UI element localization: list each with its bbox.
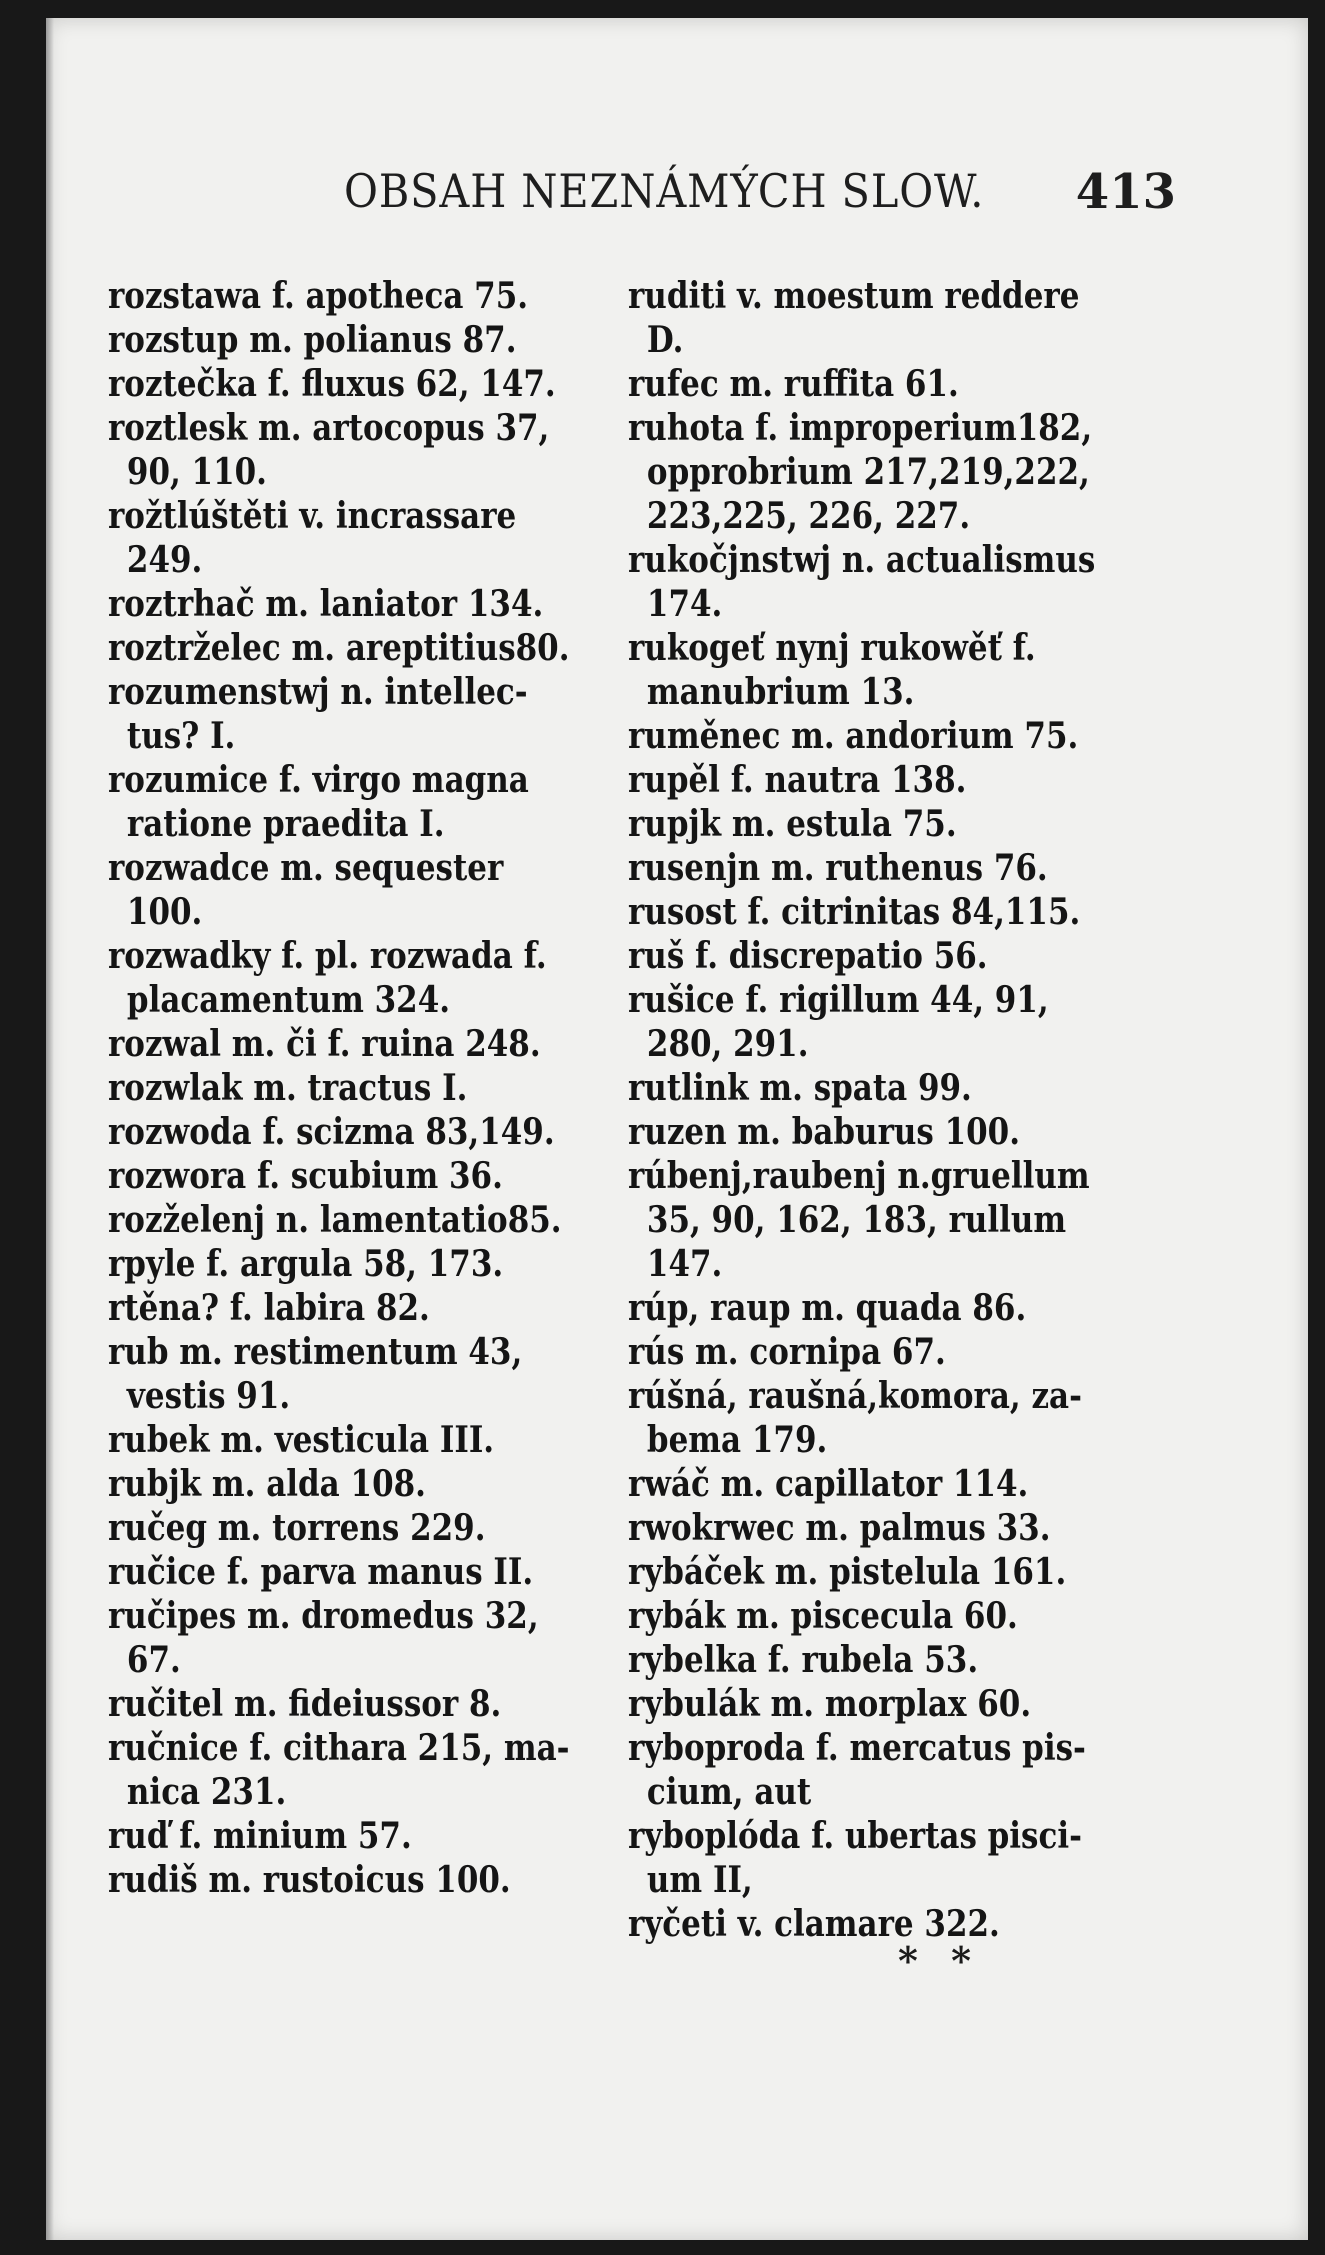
index-entry-line: rús m. cornipa 67. (628, 1331, 946, 1373)
index-entry-line: rwáč m. capillator 114. (628, 1463, 1029, 1505)
index-entry-line: rybák m. piscecula 60. (628, 1595, 1018, 1637)
index-entry-line: manubrium 13. (646, 671, 915, 713)
index-entry-line: rozwlak m. tractus I. (108, 1067, 468, 1109)
index-entry-line: ručipes m. dromedus 32, (108, 1595, 539, 1637)
index-entry-line: rusenjn m. ruthenus 76. (628, 847, 1048, 889)
index-entry-line: vestis 91. (126, 1375, 291, 1417)
index-entry-line: rukogeť nynj rukowěť f. (628, 627, 1036, 669)
index-entry-line: roztrželec m. areptitius80. (108, 627, 570, 669)
index-entry-line: ručeg m. torrens 229. (108, 1507, 486, 1549)
footer-asterisks: * * (898, 1938, 981, 1983)
index-entry-line: rutlink m. spata 99. (628, 1067, 972, 1109)
index-entry-line: rtěna? f. labira 82. (108, 1287, 430, 1329)
index-entry-line: rufec m. ruffita 61. (628, 363, 959, 405)
index-entry-line: rúp, raup m. quada 86. (628, 1287, 1027, 1329)
index-entry-line: rybáček m. pistelula 161. (628, 1551, 1067, 1593)
index-entry-line: rozumenstwj n. intellec- (108, 671, 528, 713)
index-entry-line: rudiš m. rustoicus 100. (108, 1859, 511, 1901)
index-entry-line: rybelka f. rubela 53. (628, 1639, 979, 1681)
index-entry-line: ručnice f. cithara 215, ma- (108, 1727, 570, 1769)
index-entry-line: rozwadce m. sequester (108, 847, 504, 889)
index-entry-line: ruď f. minium 57. (108, 1815, 412, 1857)
index-entry-line: 67. (126, 1639, 181, 1681)
index-entry-line: 249. (126, 539, 203, 581)
index-entry-line: rúšná, raušná,komora, za- (628, 1375, 1082, 1417)
index-entry-line: ryboproda f. mercatus pis- (628, 1727, 1086, 1769)
index-entry-line: ručice f. parva manus II. (108, 1551, 534, 1593)
index-entry-line: tus? I. (126, 715, 236, 757)
index-entry-line: 147. (646, 1243, 723, 1285)
index-entry-line: rupěl f. nautra 138. (628, 759, 967, 801)
index-entry-line: ryboplóda f. ubertas pisci- (628, 1815, 1082, 1857)
index-entry-line: rozstup m. polianus 87. (108, 319, 517, 361)
page-edge-shadow (46, 18, 54, 2240)
index-entry-line: ruměnec m. andorium 75. (628, 715, 1079, 757)
index-entry-line: rozželenj n. lamentatio85. (108, 1199, 562, 1241)
index-entry-line: 35, 90, 162, 183, rullum (646, 1199, 1067, 1241)
index-entry-line: um II, (646, 1859, 753, 1901)
index-entry-line: rozwal m. či f. ruina 248. (108, 1023, 541, 1065)
index-entry-line: roztrhač m. laniator 134. (108, 583, 544, 625)
index-entry-line: rpyle f. argula 58, 173. (108, 1243, 504, 1285)
index-entry-line: 280, 291. (646, 1023, 809, 1065)
index-entry-line: nica 231. (126, 1771, 287, 1813)
index-entry-line: ručitel m. fideiussor 8. (108, 1683, 502, 1725)
index-entry-line: D. (646, 319, 684, 361)
page-number: 413 (1075, 164, 1176, 220)
index-entry-line: roztečka f. fluxus 62, 147. (108, 363, 556, 405)
index-entry-line: ryčeti v. clamare 322. (628, 1903, 1000, 1945)
index-entry-line: ruditi v. moestum reddere (628, 275, 1080, 317)
index-entry-line: 90, 110. (126, 451, 267, 493)
index-entry-line: ruš f. discrepatio 56. (628, 935, 988, 977)
index-entry-line: placamentum 324. (126, 979, 451, 1021)
index-entry-line: 100. (126, 891, 203, 933)
index-entry-line: roztlesk m. artocopus 37, (108, 407, 550, 449)
index-entry-line: opprobrium 217,219,222, (646, 451, 1090, 493)
index-entry-line: ratione praedita I. (126, 803, 445, 845)
index-entry-line: rozwadky f. pl. rozwada f. (108, 935, 547, 977)
index-entry-line: 223,225, 226, 227. (646, 495, 971, 537)
index-entry-line: rupjk m. estula 75. (628, 803, 957, 845)
index-entry-line: rozwoda f. scizma 83,149. (108, 1111, 555, 1153)
index-entry-line: rozwora f. scubium 36. (108, 1155, 503, 1197)
left-column (108, 274, 578, 1902)
index-entry-line: rwokrwec m. palmus 33. (628, 1507, 1051, 1549)
index-entry-line: rub m. restimentum 43, (108, 1331, 523, 1373)
index-entry-line: rozumice f. virgo magna (108, 759, 529, 801)
index-entry-line: rušice f. rigillum 44, 91, (628, 979, 1049, 1021)
index-entry-line: rybulák m. morplax 60. (628, 1683, 1032, 1725)
index-entry-line: rusost f. citrinitas 84,115. (628, 891, 1081, 933)
index-entry-line: ruzen m. baburus 100. (628, 1111, 1021, 1153)
index-entry-line: rubek m. vesticula III. (108, 1419, 495, 1461)
index-entry-line: rubjk m. alda 108. (108, 1463, 426, 1505)
index-entry-line: rúbenj,raubenj n.gruellum (628, 1155, 1090, 1197)
index-entry-line: 174. (646, 583, 723, 625)
page-title: OBSAH NEZNÁMÝCH SLOW. (344, 164, 985, 218)
index-entry-line: cium, aut (646, 1771, 812, 1813)
index-entry-line: rozstawa f. apotheca 75. (108, 275, 529, 317)
running-header (286, 158, 1176, 228)
index-entry-line: ruhota f. improperium182, (628, 407, 1093, 449)
index-entry-line: rukočjnstwj n. actualismus (628, 539, 1096, 581)
right-column (628, 274, 1168, 1946)
index-entry-line: bema 179. (646, 1419, 828, 1461)
book-page (46, 18, 1308, 2240)
index-entry-line: rožtlúštěti v. incrassare (108, 495, 517, 537)
